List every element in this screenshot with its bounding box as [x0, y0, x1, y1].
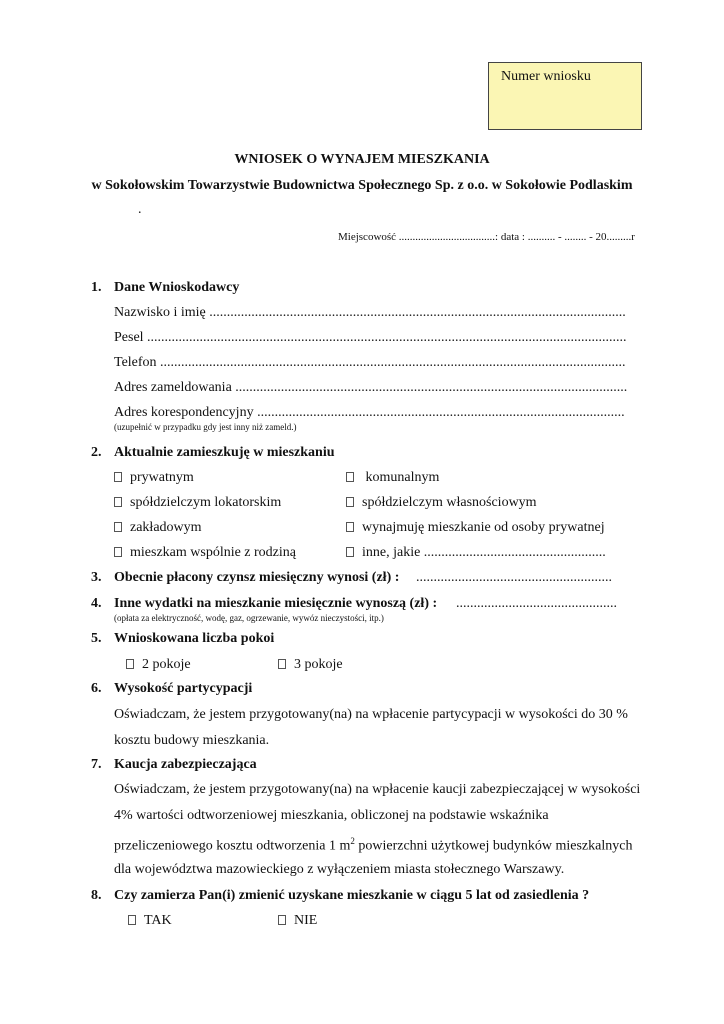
checkbox-icon[interactable] — [114, 522, 122, 532]
checkbox-icon[interactable] — [346, 522, 354, 532]
section-2-number: 2. — [91, 445, 102, 460]
pesel-field[interactable]: Pesel ......................................................................................................................................... — [114, 330, 627, 345]
document-subtitle: w Sokołowskim Towarzystwie Budownictwa Społecznego Sp. z o.o. w Sokołowie Podlaskim — [91, 178, 633, 193]
checkbox-icon[interactable] — [346, 472, 354, 482]
option-with-family[interactable]: mieszkam wspólnie z rodziną — [114, 545, 296, 561]
checkbox-icon[interactable] — [126, 659, 134, 669]
section-5-title: Wnioskowana liczba pokoi — [114, 631, 275, 646]
section-8-number: 8. — [91, 888, 102, 903]
correspondence-note: (uzupełnić w przypadku gdy jest inny niż zameld.) — [114, 422, 297, 432]
section-1-title: Dane Wnioskodawcy — [114, 280, 240, 295]
checkbox-icon[interactable] — [346, 547, 354, 557]
section-7-number: 7. — [91, 757, 102, 772]
phone-field[interactable]: Telefon ..................................................................................................................................... — [114, 355, 626, 370]
deposit-statement-line-3: przeliczeniowego kosztu odtworzenia 1 $m^2$ powierzchni użytkowej budynków mieszkalnych — [114, 836, 633, 854]
name-field[interactable]: Nazwisko i imię ....................................................................................................................... — [114, 305, 626, 320]
option-no[interactable]: NIE — [278, 913, 317, 929]
participation-statement-line-1: Oświadczam, że jestem przygotowany(na) na wpłacenie partycypacji w wysokości do 30 % — [114, 707, 628, 722]
rent-amount-field[interactable]: ........................................................ — [416, 570, 612, 585]
stray-dot: . — [138, 202, 142, 217]
checkbox-icon[interactable] — [114, 497, 122, 507]
option-other[interactable]: inne, jakie .................................................... — [346, 545, 606, 561]
section-7-title: Kaucja zabezpieczająca — [114, 757, 257, 772]
registered-address-field[interactable]: Adres zameldowania ................................................................................................................ — [114, 380, 628, 395]
place-date-field[interactable]: Miejscowość ...................................: data : .......... - ........ - 20.........r — [338, 231, 635, 243]
deposit-statement-line-4: dla województwa mazowieckiego z wyłączeniem miasta stołecznego Warszawy. — [114, 862, 565, 877]
section-4-number: 4. — [91, 596, 102, 611]
checkbox-icon[interactable] — [114, 547, 122, 557]
option-coop-ownership[interactable]: spółdzielczym własnościowym — [346, 495, 537, 511]
option-communal[interactable]: komunalnym — [346, 470, 439, 486]
section-8-title: Czy zamierza Pan(i) zmienić uzyskane mieszkanie w ciągu 5 lat od zasiedlenia ? — [114, 888, 590, 903]
section-4-title: Inne wydatki na mieszkanie miesięcznie wynoszą (zł) : — [114, 596, 438, 611]
section-1-number: 1. — [91, 280, 102, 295]
option-2-rooms[interactable]: 2 pokoje — [126, 657, 191, 673]
option-coop-tenant[interactable]: spółdzielczym lokatorskim — [114, 495, 281, 511]
participation-statement-line-2: kosztu budowy mieszkania. — [114, 733, 270, 748]
section-5-number: 5. — [91, 631, 102, 646]
option-3-rooms[interactable]: 3 pokoje — [278, 657, 343, 673]
option-yes[interactable]: TAK — [128, 913, 172, 929]
deposit-statement-line-1: Oświadczam, że jestem przygotowany(na) na wpłacenie kaucji zabezpieczającej w wysokości — [114, 782, 641, 797]
section-6-title: Wysokość partycypacji — [114, 681, 253, 696]
section-6-number: 6. — [91, 681, 102, 696]
section-3-title: Obecnie płacony czynsz miesięczny wynosi (zł) : — [114, 570, 400, 585]
deposit-statement-line-2: 4% wartości odtworzeniowej mieszkania, obliczonej na podstawie wskaźnika — [114, 808, 549, 823]
section-2-title: Aktualnie zamieszkuję w mieszkaniu — [114, 445, 335, 460]
application-number-label: Numer wniosku — [501, 69, 591, 84]
document-title: WNIOSEK O WYNAJEM MIESZKANIA — [234, 152, 490, 167]
checkbox-icon[interactable] — [114, 472, 122, 482]
option-company[interactable]: zakładowym — [114, 520, 202, 536]
option-private-rental[interactable]: wynajmuję mieszkanie od osoby prywatnej — [346, 520, 605, 536]
checkbox-icon[interactable] — [278, 659, 286, 669]
checkbox-icon[interactable] — [278, 915, 286, 925]
correspondence-address-field[interactable]: Adres korespondencyjny ......................................................................................................... — [114, 405, 625, 420]
expenses-note: (opłata za elektryczność, wodę, gaz, ogrzewanie, wywóz nieczystości, itp.) — [114, 613, 384, 623]
checkbox-icon[interactable] — [346, 497, 354, 507]
section-3-number: 3. — [91, 570, 102, 585]
checkbox-icon[interactable] — [128, 915, 136, 925]
other-expenses-field[interactable]: .............................................. — [456, 596, 617, 611]
option-private[interactable]: prywatnym — [114, 470, 194, 486]
application-number-box[interactable] — [488, 62, 642, 130]
